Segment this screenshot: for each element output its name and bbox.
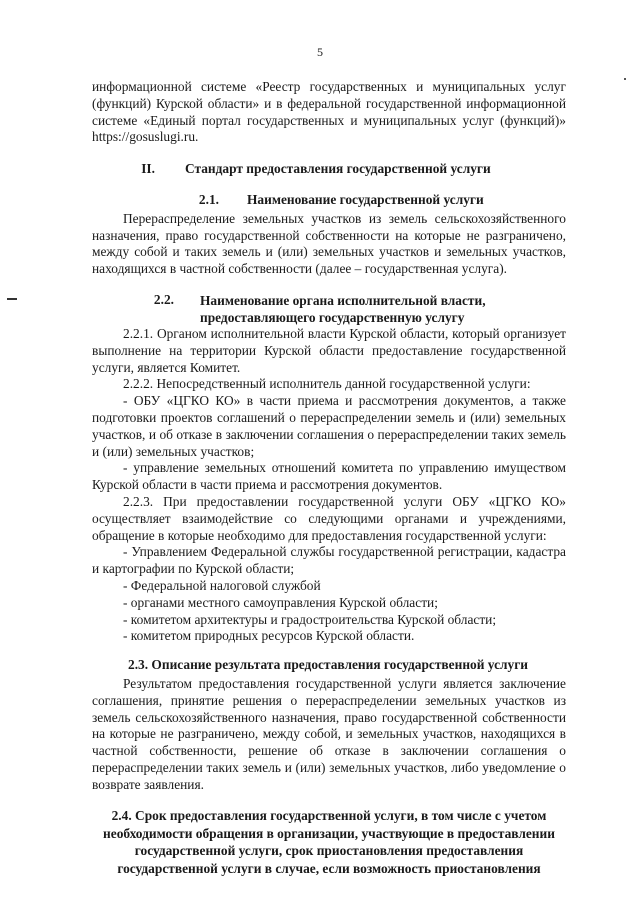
chapter-number: II. — [141, 161, 155, 177]
intro-paragraph: информационной системе «Реестр государственных и муниципальных услуг (функций) Курской области» и в федеральной государственной информационной системе «Единый портал государственных и муниципальных услуг (функций)» https://gosuslugi.ru. — [92, 79, 566, 145]
section-2-2-title — [200, 292, 486, 326]
paragraph-2-2-3: 2.2.3. При предоставлении государственной услуги ОБУ «ЦГКО КО» осуществляет взаимодействие со следующими органами и учреждениями, обращение в которые необходимо для предоставления государственной услуги: — [92, 493, 566, 543]
paragraph-2-2-2: 2.2.2. Непосредственный исполнитель данной государственной услуги: — [123, 376, 531, 392]
section-2-1-body: Перераспределение земельных участков из земель сельскохозяйственного назначения, право государственной собственности на которые не разграничено, между собой и таких земель и (или) земельных участков и земельных участков, находящихся в частной собственности (далее – государственная услуга). — [92, 210, 566, 277]
section-2-1-title: Наименование государственной услуги — [247, 191, 484, 207]
section-2-2-number: 2.2. — [153, 291, 174, 307]
margin-dash-mark — [7, 298, 17, 300]
section-2-1-number: 2.1. — [198, 191, 219, 207]
section-2-4-heading — [86, 807, 572, 877]
section-2-2-title-line2: предоставляющего государственную услугу — [200, 309, 465, 325]
list-item: - комитетом архитектуры и градостроительства Курской области; — [123, 611, 497, 627]
chapter-heading — [92, 161, 566, 178]
section-2-4-line3: государственной услуги, срок приостановления предоставления — [134, 843, 524, 859]
list-item: - комитетом природных ресурсов Курской области. — [123, 628, 415, 644]
list-item: - органами местного самоуправления Курской области; — [123, 594, 438, 610]
section-2-3-body: Результатом предоставления государственной услуги является заключение соглашения, принятие решения о перераспределении земельных участков из земель сельскохозяйственного назначения, право государственной собственности на которые не разграничено, между собой, и земельных участков, находящихся в частной собственности, решение об отказе в заключении соглашения о перераспределении таких земель и (или) земельных участков, либо уведомление о возврате заявления. — [92, 675, 566, 792]
section-2-2-heading — [92, 292, 566, 326]
paragraph-land-dept-role: - управление земельных отношений комитета по управлению имуществом Курской области в части приема и рассмотрения документов. — [92, 460, 566, 493]
paragraph-2-2-1: 2.2.1. Органом исполнительной власти Курской области, который организует выполнение на территории Курской области предоставление государственной услуги, является Комитет. — [92, 325, 566, 375]
scan-speck — [624, 78, 626, 80]
chapter-title: Стандарт предоставления государственной услуги — [185, 161, 491, 177]
document-body — [92, 79, 566, 877]
section-2-4-line2: необходимости обращения в организации, участвующие в предоставлении — [103, 825, 555, 841]
section-2-4-line1: 2.4. Срок предоставления государственной услуги, в том числе с учетом — [111, 808, 547, 824]
list-item: - Управлением Федеральной службы государственной регистрации, кадастра и картографии по Курской области; — [92, 544, 566, 577]
section-2-2-title-line1: Наименование органа исполнительной власти, — [200, 292, 486, 308]
section-2-1-heading — [92, 192, 566, 209]
paragraph-obu-role: - ОБУ «ЦГКО КО» в части приема и рассмотрения документов, а также подготовки проектов соглашений о перераспределении земель и (или) земельных участков, и об отказе в заключении соглашения о перераспределении таких земель и (или) земельных участков; — [92, 393, 566, 459]
page-number: 5 — [317, 45, 323, 59]
list-item: - Федеральной налоговой службой — [123, 577, 321, 593]
section-2-3-heading: 2.3. Описание результата предоставления государственной услуги — [128, 657, 529, 673]
section-2-4-line4: государственной услуги в случае, если возможность приостановления — [117, 860, 541, 876]
